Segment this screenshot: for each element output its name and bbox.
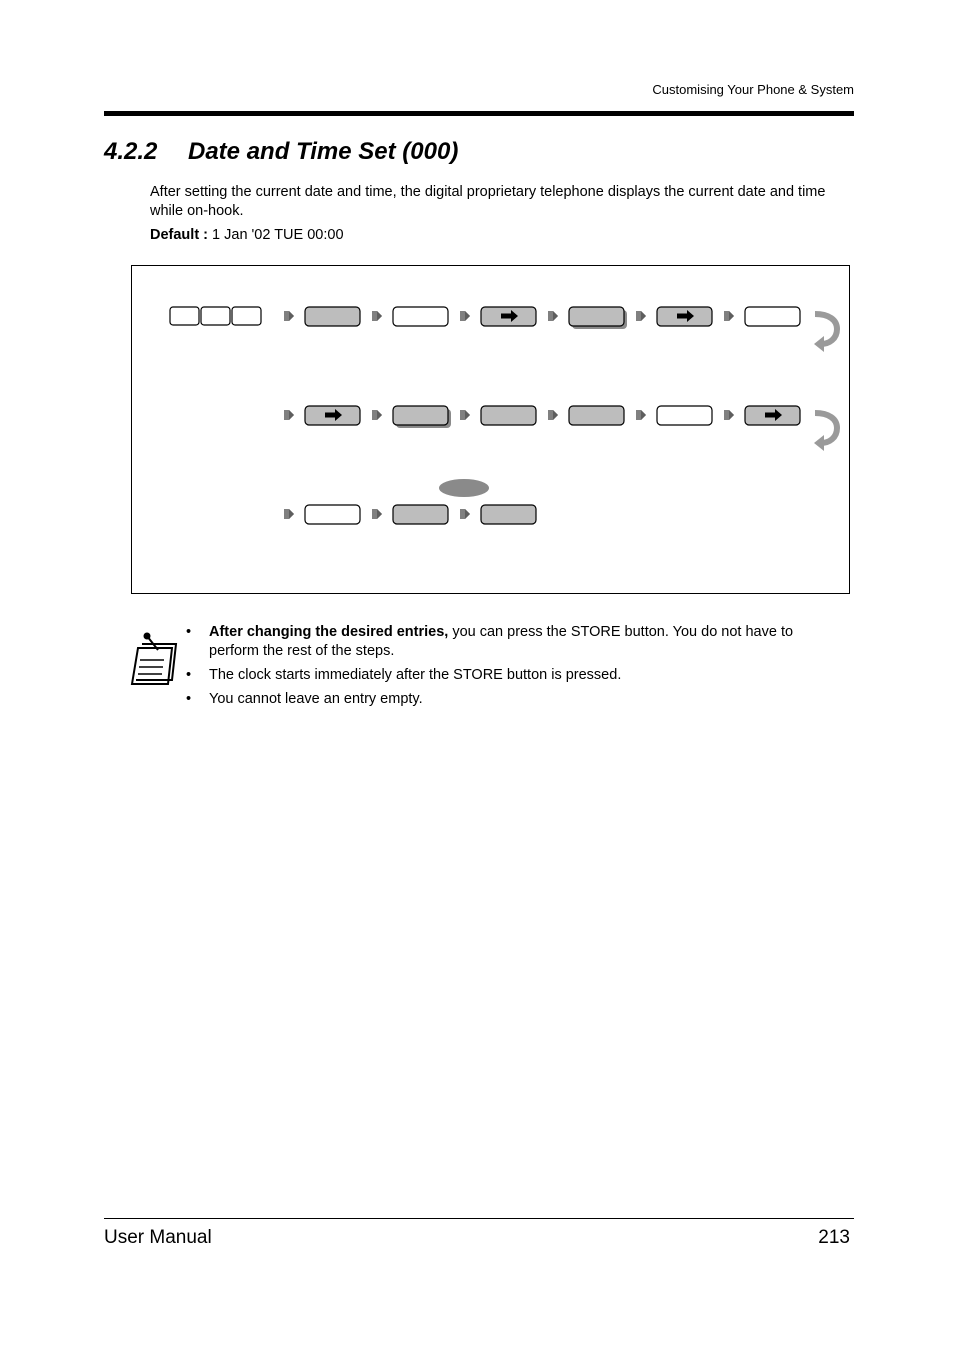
procedure-diagram <box>131 265 850 594</box>
flow-arrow-icon <box>548 311 558 321</box>
flow-arrow-icon <box>284 311 294 321</box>
section-number: 4.2.2 <box>104 138 158 165</box>
right-arrow-key <box>657 307 712 326</box>
right-arrow-key <box>481 307 536 326</box>
note-text: you can press the STORE button. You do not have to perform the rest of the steps. <box>209 624 794 659</box>
white-key <box>305 505 360 524</box>
page-number: 213 <box>818 1227 850 1248</box>
intro-paragraph: After setting the current date and time, the digital proprietary telephone displays the current date and time while on-hook. <box>150 184 826 219</box>
flow-arrow-icon <box>460 410 470 420</box>
note-item <box>186 666 846 685</box>
flow-arrow-icon <box>460 509 470 519</box>
flow-arrow-icon <box>548 410 558 420</box>
flow-arrow-icon <box>460 311 470 321</box>
end-key-indicator <box>439 479 489 497</box>
gray-key-shadowed <box>393 406 451 428</box>
note-item <box>186 690 846 709</box>
flow-arrow-icon <box>372 311 382 321</box>
gray-key <box>393 505 448 524</box>
section-title <box>104 138 458 166</box>
right-arrow-key <box>745 406 800 425</box>
flow-arrow-icon <box>284 410 294 420</box>
gray-key <box>481 406 536 425</box>
note-text: The clock starts immediately after the STORE button is pressed. <box>209 667 622 683</box>
notepad-icon <box>128 628 180 688</box>
section-title-text: Date and Time Set (000) <box>188 138 459 165</box>
white-key <box>393 307 448 326</box>
running-header: Customising Your Phone & System <box>652 82 854 97</box>
continue-arrow-icon <box>814 413 837 451</box>
top-rule <box>104 111 854 116</box>
white-key <box>745 307 800 326</box>
continue-arrow-icon <box>814 314 837 352</box>
default-label: Default : <box>150 227 208 243</box>
default-line <box>150 227 344 243</box>
gray-key <box>305 307 360 326</box>
flow-arrow-icon <box>636 410 646 420</box>
flow-arrow-icon <box>372 509 382 519</box>
flow-arrow-icon <box>724 410 734 420</box>
gray-key <box>481 505 536 524</box>
flow-arrow-icon <box>724 311 734 321</box>
white-key <box>657 406 712 425</box>
gray-key <box>569 406 624 425</box>
gray-key-shadowed <box>569 307 627 329</box>
bottom-rule <box>104 1218 854 1219</box>
right-arrow-key <box>305 406 360 425</box>
feature-number-keys <box>170 307 261 325</box>
notes-list <box>186 623 846 714</box>
default-value: 1 Jan '02 TUE 00:00 <box>212 227 344 243</box>
flow-arrow-icon <box>372 410 382 420</box>
note-text: You cannot leave an entry empty. <box>209 691 423 707</box>
flow-arrow-icon <box>284 509 294 519</box>
flow-arrow-icon <box>636 311 646 321</box>
note-item <box>186 623 846 661</box>
footer-manual-title: User Manual <box>104 1227 212 1248</box>
note-bold: After changing the desired entries, <box>209 624 449 640</box>
